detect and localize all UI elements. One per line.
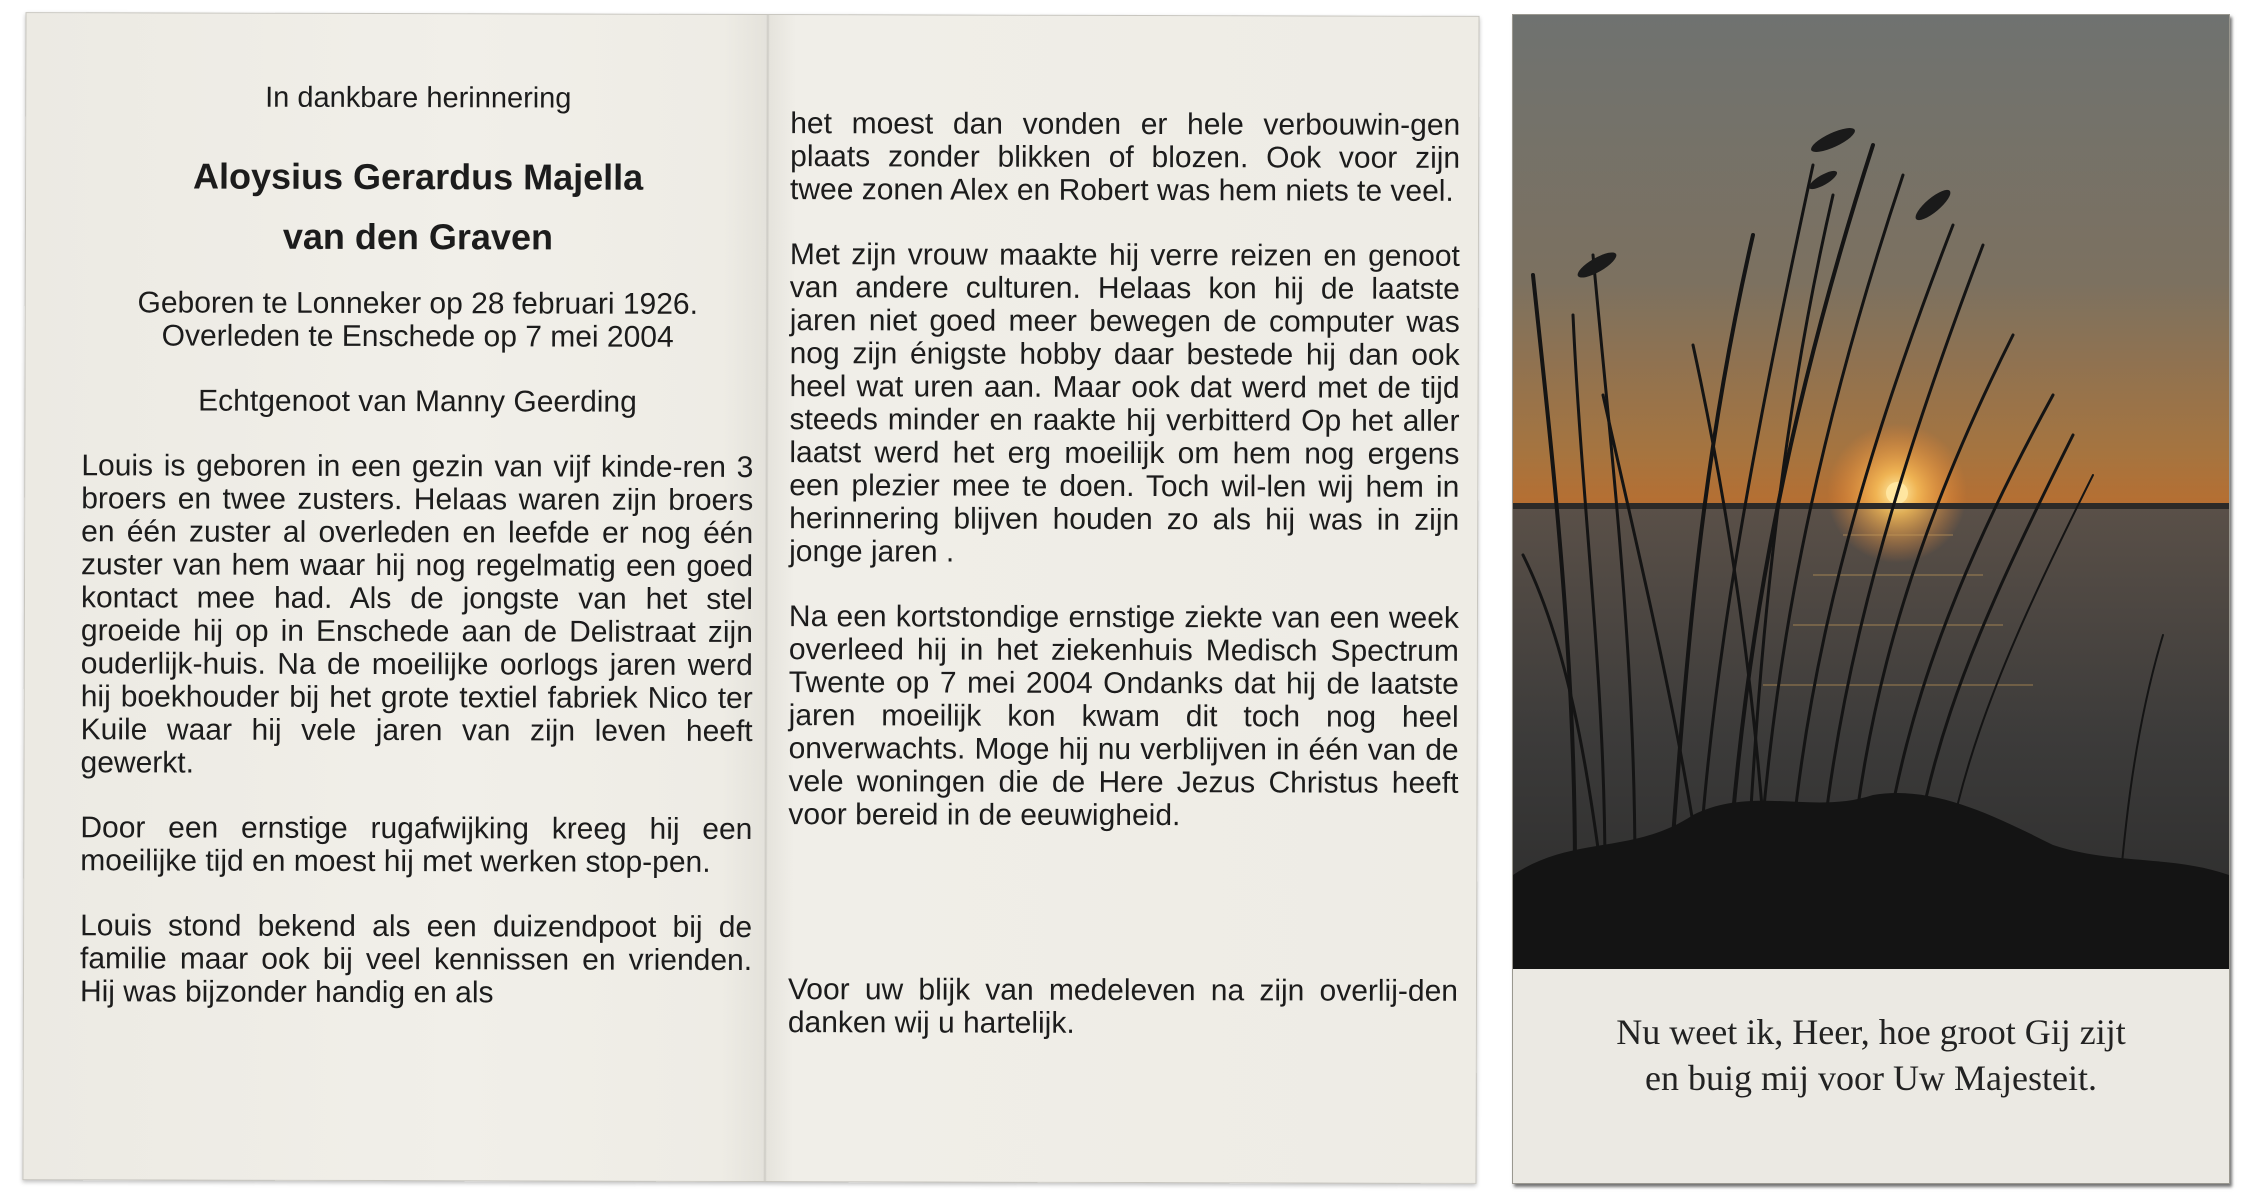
thanks-text: Voor uw blijk van medeleven na zijn overlij-den danken wij u hartelijk.: [787, 973, 1459, 1040]
biography-paragraph-4: het moest dan vonden er hele verbouwin-gen plaats zonder blikken of blozen. Ook voor zijn twee zonen Alex en Robert was hem niets te veel.: [790, 107, 1461, 208]
biography-paragraph-1: Louis is geboren in een gezin van vijf kinde-ren 3 broers en twee zusters. Helaas waren zijn broers en één zuster al overleden en leefde er nog één zuster van hem waar hij nog regelmatig een goed kontact mee had. Als de jongste van het stel groeide hij op in Enschede aan de Delistraat zijn ouderlijk-huis. Na de moeilijke oorlogs jaren werd hij boekhouder bij het grote textiel fabriek Nico ter Kuile waar hij vele jaren van zijn leven heeft gewerkt.: [80, 449, 754, 780]
spouse-info: Echtgenoot van Manny Geerding: [198, 384, 637, 419]
biography-paragraph-6: Na een kortstondige ernstige ziekte van een week overleed hij in het ziekenhuis Medisch Spectrum Twente op 7 mei 2004 Ondanks dat hij de laatste jaren moeilijk kon kwam dit toch nog heel onverwachts. Moge hij nu verblijven in één van de vele woningen die de Here Jezus Christus heeft voor bereid in de eeuwigheid.: [788, 600, 1459, 833]
death-info: Overleden te Enschede op 7 mei 2004: [161, 319, 674, 354]
biography-paragraph-3: Louis stond bekend als een duizendpoot bij de familie maar ook bij veel kennissen en vrienden. Hij was bijzonder handig en als: [79, 909, 753, 1010]
sunset-reeds-photo: [1513, 15, 2229, 969]
left-column: [80, 81, 754, 1010]
memorial-card-inside: [22, 12, 1479, 1184]
verse: [1513, 1009, 2229, 1101]
verse-line-2: en buig mij voor Uw Majesteit.: [1645, 1058, 2097, 1098]
intro-text: In dankbare herinnering: [265, 81, 572, 115]
deceased-name-line1: Aloysius Gerardus Majella: [192, 155, 644, 198]
biography-paragraph-5: Met zijn vrouw maakte hij verre reizen en genoot van andere culturen. Helaas kon hij de laatste jaren niet goed meer bewegen de computer was nog zijn énigste hobby daar bestede hij dan ook heel wat uren aan. Maar ook dat werd met de tijd steeds minder en raakte hij verbitterd Op het aller laatst werd het erg moeilijk om hem nog ergens een plezier mee te doen. Toch wil-len wij hem in herinnering blijven houden zo als hij was in zijn jonge jaren .: [789, 238, 1460, 569]
birth-info: Geboren te Lonneker op 28 februari 1926.: [137, 286, 699, 321]
right-column: [788, 107, 1460, 1041]
card-fold: [763, 15, 769, 1181]
deceased-name-line2: van den Graven: [282, 215, 554, 258]
biography-paragraph-2: Door een ernstige rugafwijking kreeg hij een moeilijke tijd en moest hij met werken stop-pen.: [80, 811, 753, 879]
verse-line-1: Nu weet ik, Heer, hoe groot Gij zijt: [1616, 1012, 2126, 1052]
prayer-card: [1512, 14, 2230, 1184]
